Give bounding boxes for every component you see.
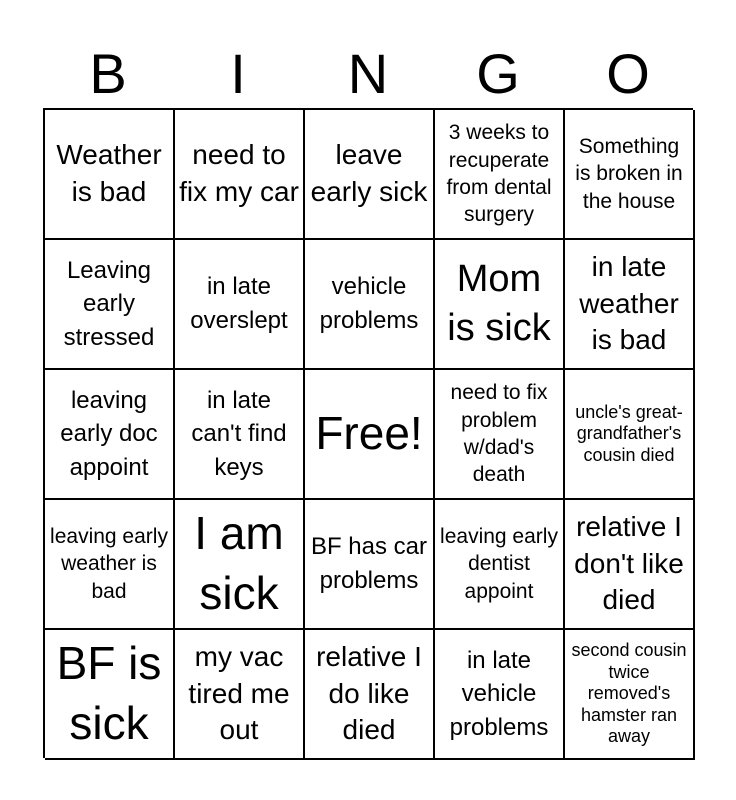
cell-text: leaving early doc appoint (60, 386, 158, 481)
cell-text: my vac tired me out (188, 640, 290, 746)
header-letter-n: N (347, 42, 389, 105)
cell-text: leave early sick (310, 139, 428, 207)
cell-text: uncle's great-grandfather's cousin died (575, 401, 683, 465)
bingo-cell[interactable] (45, 630, 175, 760)
bingo-cell[interactable] (305, 630, 435, 760)
cell-text: BF has car problems (310, 533, 428, 594)
bingo-cell[interactable] (175, 630, 305, 760)
cell-text: leaving early dentist appoint (440, 525, 558, 603)
cell-text: in late weather is bad (579, 250, 679, 356)
bingo-cell[interactable] (45, 500, 175, 630)
bingo-cell[interactable] (175, 370, 305, 500)
bingo-cell[interactable] (565, 500, 695, 630)
cell-text: need to fix problem w/dad's death (450, 381, 548, 487)
header-letter-i: I (230, 42, 246, 105)
bingo-cell[interactable] (565, 630, 695, 760)
bingo-cell[interactable] (565, 110, 695, 240)
bingo-cell[interactable] (45, 370, 175, 500)
bingo-header (43, 40, 693, 108)
bingo-cell[interactable] (45, 110, 175, 240)
bingo-cell[interactable] (435, 500, 565, 630)
bingo-cell[interactable] (175, 240, 305, 370)
cell-text: BF is sick (56, 637, 162, 749)
cell-text: relative I don't like died (574, 510, 684, 616)
cell-text: second cousin twice removed's hamster ran away (571, 640, 687, 747)
cell-text: in late overslept (190, 273, 288, 334)
bingo-cell[interactable] (565, 240, 695, 370)
bingo-grid (43, 108, 693, 758)
bingo-cell-free[interactable] (305, 370, 435, 500)
header-letter-b: B (89, 42, 127, 105)
bingo-cell[interactable] (435, 630, 565, 760)
cell-text: Weather is bad (56, 139, 162, 207)
cell-text: vehicle problems (319, 273, 419, 334)
header-letter-o: O (606, 42, 650, 105)
bingo-cell[interactable] (305, 240, 435, 370)
cell-text: 3 weeks to recuperate from dental surgery (446, 121, 552, 227)
cell-text: need to fix my car (179, 139, 299, 207)
cell-text: leaving early weather is bad (50, 525, 168, 603)
bingo-cell[interactable] (435, 370, 565, 500)
cell-text: I am sick (194, 507, 284, 619)
cell-text: Leaving early stressed (63, 256, 155, 351)
bingo-cell[interactable] (305, 110, 435, 240)
bingo-cell[interactable] (435, 240, 565, 370)
cell-text: in late can't find keys (191, 386, 287, 481)
bingo-cell[interactable] (175, 500, 305, 630)
cell-text: relative I do like died (316, 640, 422, 746)
cell-text: Mom is sick (447, 257, 551, 349)
bingo-cell[interactable] (45, 240, 175, 370)
cell-text: in late vehicle problems (449, 646, 549, 741)
header-letter-g: G (476, 42, 520, 105)
cell-text: Something is broken in the house (575, 135, 683, 213)
bingo-cell[interactable] (435, 110, 565, 240)
bingo-cell[interactable] (565, 370, 695, 500)
bingo-cell[interactable] (305, 500, 435, 630)
cell-text: Free! (315, 407, 423, 460)
bingo-cell[interactable] (175, 110, 305, 240)
